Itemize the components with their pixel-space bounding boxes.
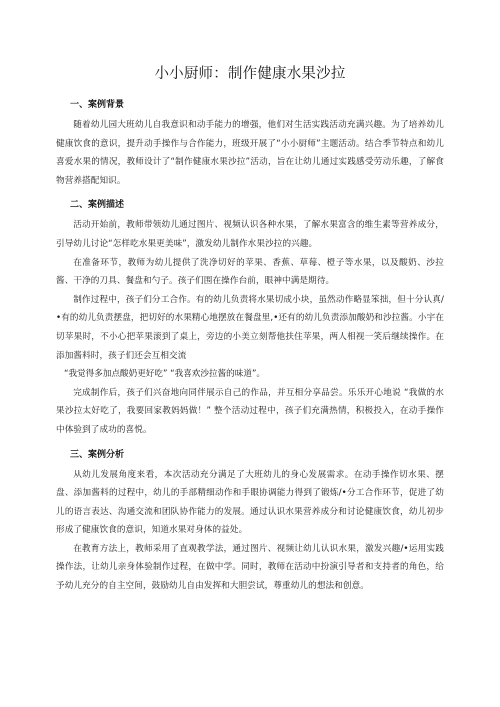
document-title: 小小厨师：制作健康水果沙拉 — [154, 66, 346, 82]
section-heading-background: 一、案例背景 — [70, 100, 125, 110]
paragraph: 从幼儿发展角度来看，本次活动充分满足了大班幼儿的身心发展需求。在动手操作切水果、摆盘、添加酱料的过程中，幼儿的手部精细动作和手眼协调能力得到了锻炼/•分工合作环节，促进了幼儿的语言表达、沟通交流和团队协作能力的发展。通过认识水果营养成分和讨论健康饮食，幼儿初步形成了健康饮食的意识，知道水果对身体的益处。 — [56, 469, 444, 536]
paragraph: 在教育方法上，教师采用了直观教学法，通过图片、视频让幼儿认识水果，激发兴趣/•运用实践操作法，让幼儿亲身体验制作过程，在做中学。同时，教师在活动中扮演引导者和支持者的角色，给予幼儿充分的自主空间，鼓励幼儿自由发挥和大胆尝试，尊重幼儿的想法和创意。 — [56, 543, 444, 592]
paragraph: 制作过程中，孩子们分工合作。有的幼儿负责将水果切成小块，虽然动作略显笨拙，但十分认真/•有的幼儿负责摆盘，把切好的水果精心地摆放在餐盘里,•还有的幼儿负责添加酸奶和沙拉酱。小宇在切苹果时，不小心把苹果滚到了桌上，旁边的小美立刻帮他扶住苹果，两人相视一笑后继续操作。在添加酱料时，孩子们还会互相交流 — [56, 294, 444, 361]
section-heading-analysis: 三、案例分析 — [70, 449, 125, 460]
quote-line: “我觉得多加点酸奶更好吃” “我喜欢沙拉酱的味道”。 — [64, 369, 266, 380]
paragraph: 活动开始前，教师带领幼儿通过图片、视频认识各种水果，了解水果富含的维生素等营养成分，引导幼儿讨论“怎样吃水果更美味”，激发幼儿制作水果沙拉的兴趣。 — [56, 220, 444, 249]
paragraph: 随着幼儿园大班幼儿自我意识和动手能力的增强，他们对生活实践活动充满兴趣。为了培养幼儿健康饮食的意识，提升动手操作与合作能力，班级开展了“小小厨师”主题活动。结合季节特点和幼儿喜爱水果的情况，教师设计了“制作健康水果沙拉”活动，旨在让幼儿通过实践感受劳动乐趣，了解食物营养搭配知识。 — [56, 120, 444, 186]
section-heading-description: 二、案例描述 — [70, 200, 125, 211]
paragraph: 在准备环节，教师为幼儿提供了洗净切好的苹果、香蕉、草莓、橙子等水果，以及酸奶、沙拉酱、干净的刀具、餐盘和勺子。孩子们围在操作台前，眼神中满是期待。 — [56, 257, 444, 287]
paragraph: 完成制作后，孩子们兴奋地向同伴展示自己的作品，并互相分享品尝。乐乐开心地说 “我做的水果沙拉太好吃了，我要回家教妈妈做！” 整个活动过程中，孩子们充满热情，积极投入，在动手操作中体验到了成功的喜悦。 — [56, 387, 444, 435]
